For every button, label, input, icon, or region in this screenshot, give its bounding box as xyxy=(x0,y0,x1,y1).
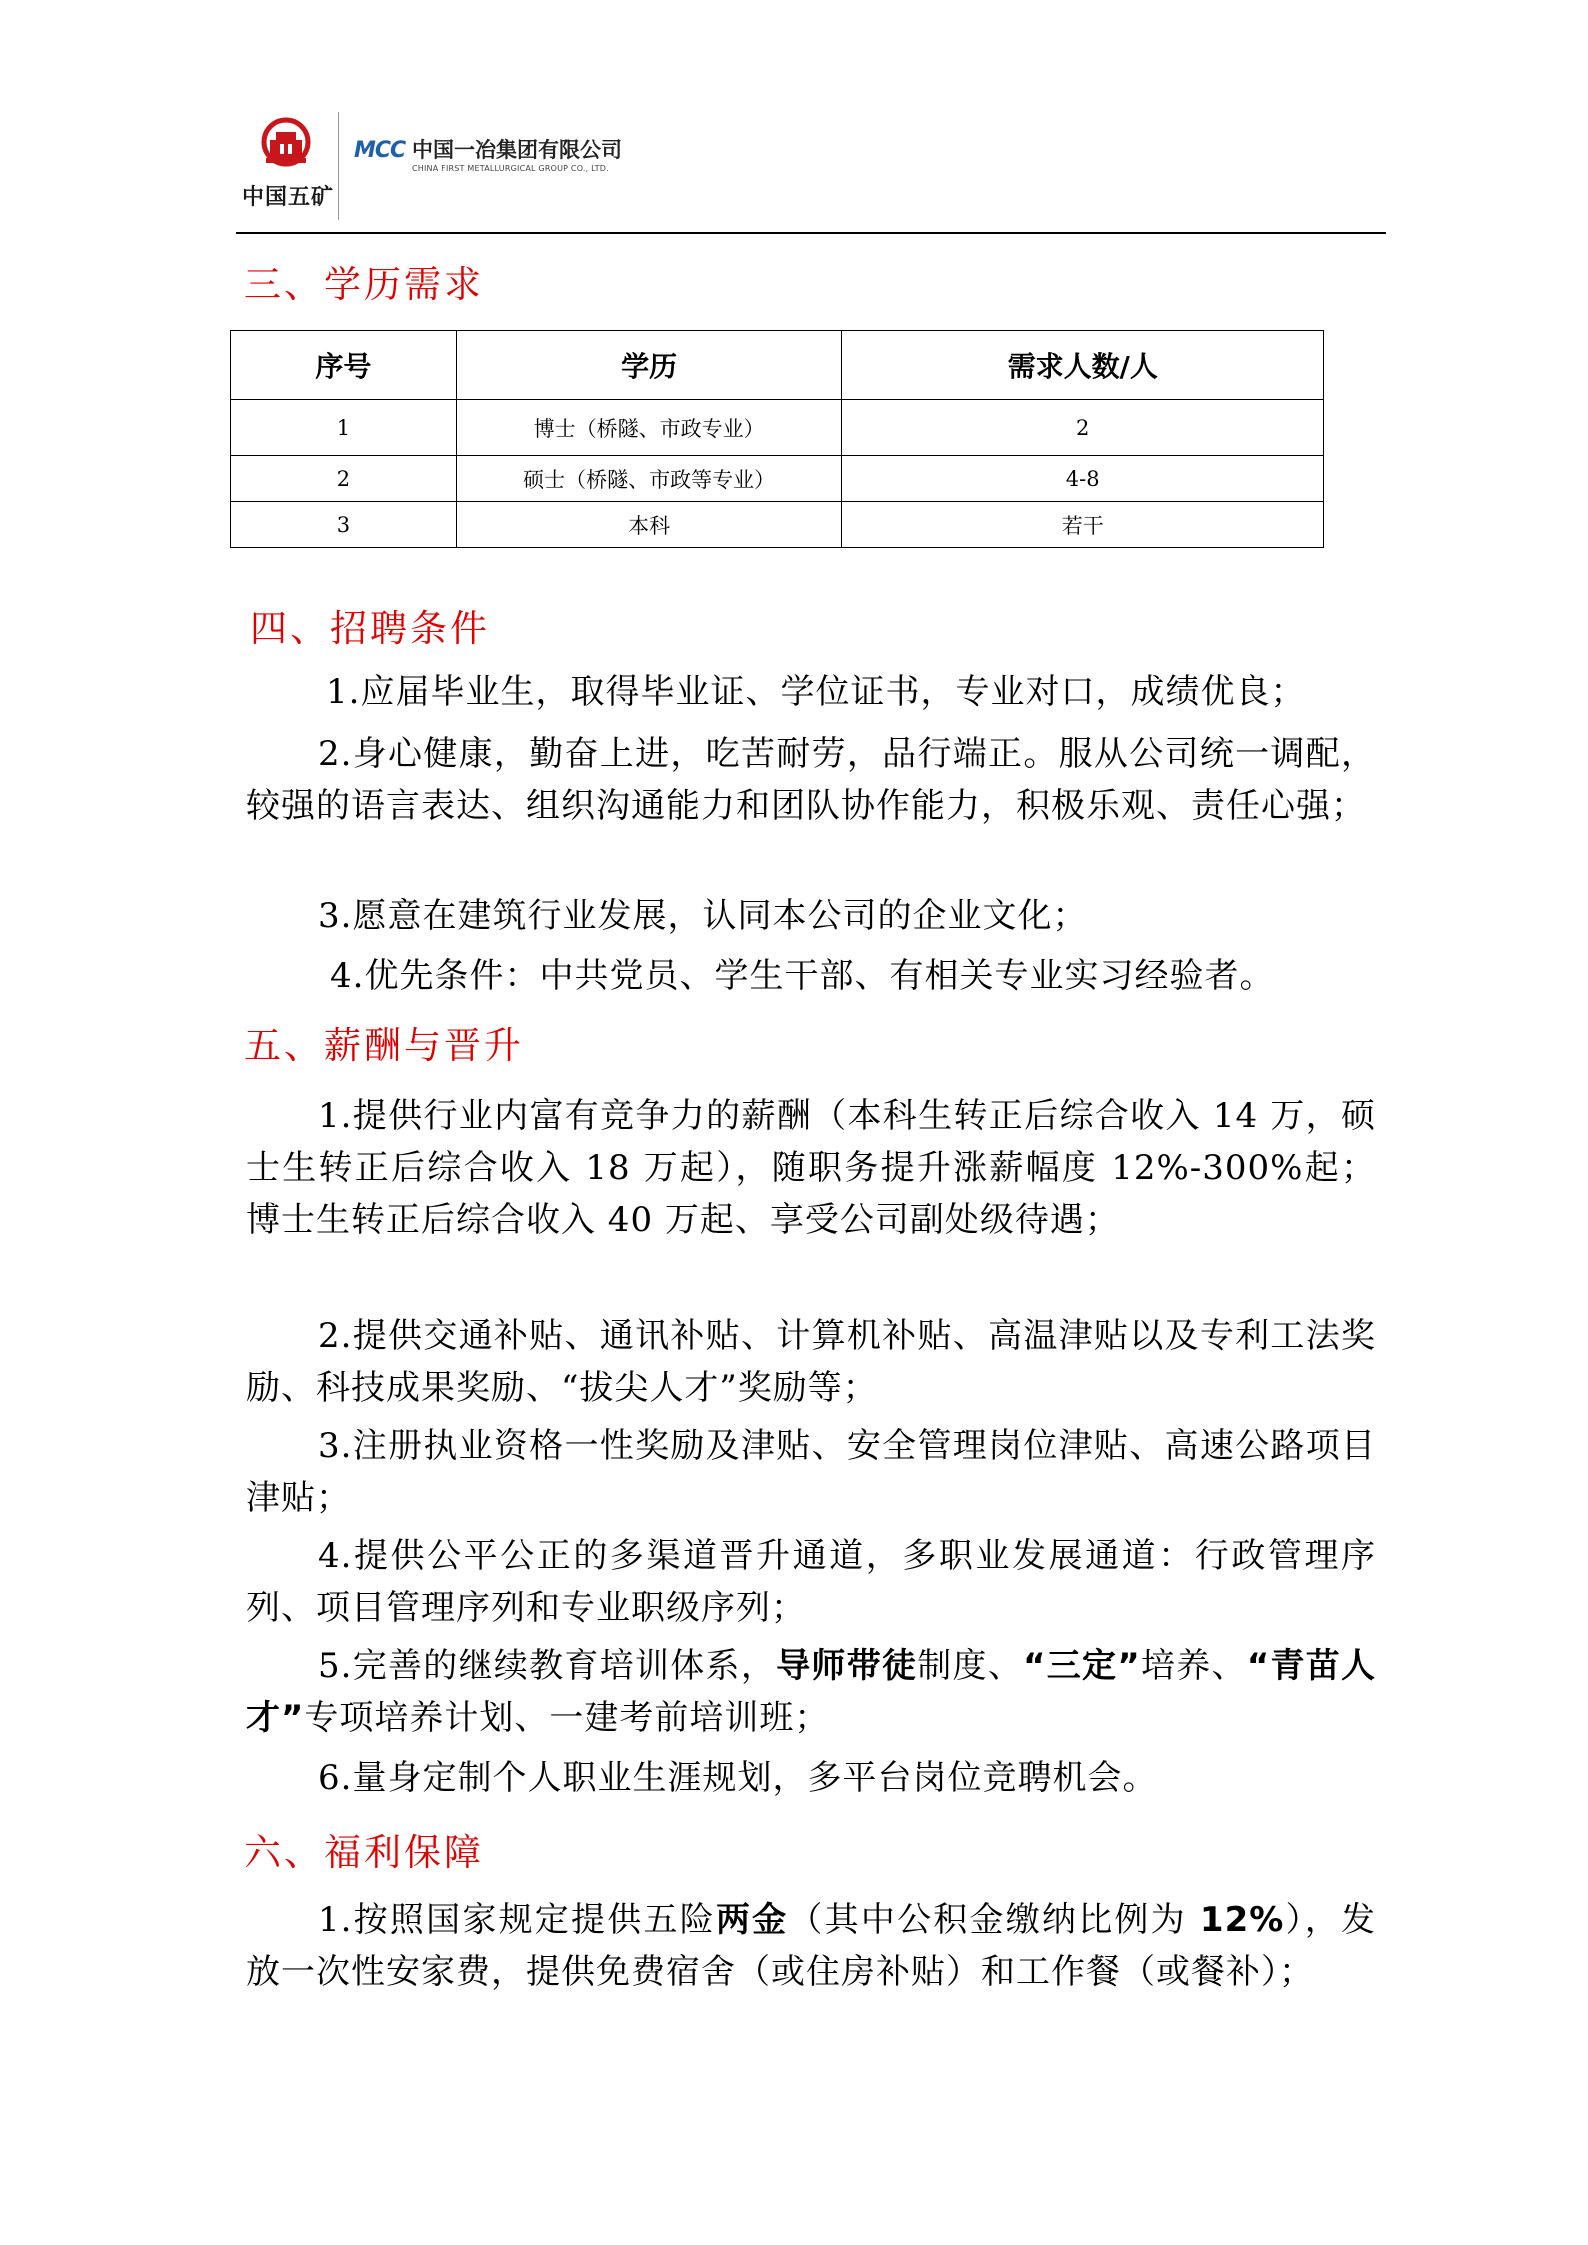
col-header-degree: 学历 xyxy=(456,331,842,400)
cell-degree: 硕士（桥隧、市政等专业） xyxy=(456,456,842,502)
cell-index: 3 xyxy=(231,502,457,548)
condition-item: 4.优先条件：中共党员、学生干部、有相关专业实习经验者。 xyxy=(330,956,1275,996)
salary-text: 制度、 xyxy=(917,1646,1024,1686)
table-row xyxy=(231,400,1324,456)
salary-text: 5.完善的继续教育培训体系， xyxy=(318,1646,777,1686)
cell-count: 若干 xyxy=(842,502,1324,548)
condition-item: 1.应届毕业生，取得毕业证、学位证书，专业对口，成绩优良； xyxy=(326,672,1306,712)
cell-count: 2 xyxy=(842,400,1324,456)
welfare-text: ），发放一次性安家费，提供免费宿舍（或住房补贴）和工作餐（或餐补）； xyxy=(246,1900,1376,1992)
table-row xyxy=(231,456,1324,502)
salary-text: 培养、 xyxy=(1140,1646,1247,1686)
salary-item: 1.提供行业内富有竞争力的薪酬（本科生转正后综合收入 14 万，硕士生转正后综合收入 18 万起），随职务提升涨薪幅度 12%-300%起；博士生转正后综合收入 40 万起、享受公司副处级待遇； xyxy=(246,1096,1376,1240)
salary-item: 2.提供交通补贴、通讯补贴、计算机补贴、高温津贴以及专利工法奖励、科技成果奖励、“拔尖人才”奖励等； xyxy=(246,1316,1376,1408)
col-header-count: 需求人数/人 xyxy=(842,331,1324,400)
education-table xyxy=(230,330,1324,548)
mcc-logo-mark: MCC xyxy=(354,138,406,163)
welfare-highlight: 12% xyxy=(1199,1900,1285,1940)
welfare-item xyxy=(246,1894,1376,1998)
page-header xyxy=(236,104,1380,232)
salary-highlight: “青苗人才” xyxy=(246,1646,1377,1738)
cell-index: 1 xyxy=(231,400,457,456)
section-title-salary: 五、薪酬与晋升 xyxy=(244,1024,524,1067)
table-header-row xyxy=(231,331,1324,400)
cell-index: 2 xyxy=(231,456,457,502)
salary-highlight: 导师带徒 xyxy=(776,1646,918,1686)
cell-degree: 博士（桥隧、市政专业） xyxy=(456,400,842,456)
condition-item: 2.身心健康，勤奋上进，吃苦耐劳，品行端正。服从公司统一调配，较强的语言表达、组织沟通能力和团队协作能力，积极乐观、责任心强； xyxy=(246,734,1376,826)
section-title-welfare: 六、福利保障 xyxy=(244,1831,484,1874)
salary-highlight: “三定” xyxy=(1023,1646,1141,1686)
table-row xyxy=(231,502,1324,548)
header-rule xyxy=(236,232,1386,234)
welfare-text: 1.按照国家规定提供五险 xyxy=(318,1900,716,1940)
welfare-text: （其中公积金缴纳比例为 xyxy=(788,1900,1200,1940)
col-header-index: 序号 xyxy=(231,331,457,400)
salary-item xyxy=(246,1640,1376,1744)
cell-count: 4-8 xyxy=(842,456,1324,502)
salary-item: 4.提供公平公正的多渠道晋升通道，多职业发展通道：行政管理序列、项目管理序列和专业职级序列； xyxy=(246,1536,1376,1628)
welfare-highlight: 两金 xyxy=(715,1900,789,1940)
condition-item: 3.愿意在建筑行业发展，认同本公司的企业文化； xyxy=(318,896,1088,936)
salary-item: 3.注册执业资格一性奖励及津贴、安全管理岗位津贴、高速公路项目津贴； xyxy=(246,1426,1376,1518)
minmetals-logo-text: 中国五矿 xyxy=(242,185,335,210)
salary-text: 专项培养计划、一建考前培训班； xyxy=(304,1698,830,1738)
company-name-cn: 中国一冶集团有限公司 xyxy=(412,138,622,162)
minmetals-emblem-icon xyxy=(236,112,336,182)
section-title-education: 三、学历需求 xyxy=(244,263,484,306)
cell-degree: 本科 xyxy=(456,502,842,548)
company-name-en: CHINA FIRST METALLURGICAL GROUP CO., LTD. xyxy=(412,164,609,173)
minmetals-logo xyxy=(236,112,336,212)
salary-item: 6.量身定制个人职业生涯规划，多平台岗位竞聘机会。 xyxy=(318,1758,1158,1798)
section-title-conditions: 四、招聘条件 xyxy=(250,607,490,650)
header-divider xyxy=(338,112,339,220)
